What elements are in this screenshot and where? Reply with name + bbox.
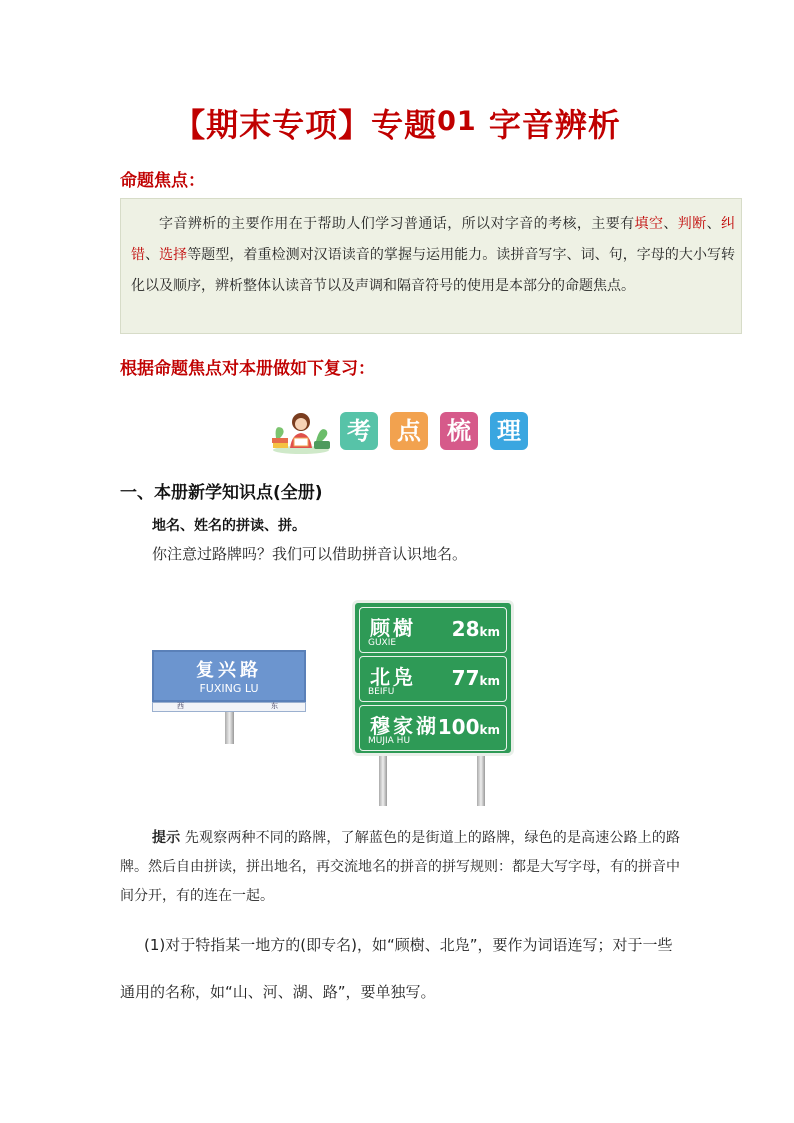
review-heading: 根据命题焦点对本册做如下复习： [120, 359, 375, 379]
blue-street-sign [152, 650, 306, 702]
badge-kao: 考 [340, 412, 378, 450]
kaodian-banner [270, 408, 530, 454]
direction-west: 西 [177, 702, 184, 710]
green-sign-pole-left [379, 756, 387, 806]
blue-sign-pinyin: FUXING LU [199, 682, 259, 695]
sub-heading: 地名、姓名的拼读、拼。 [152, 518, 306, 534]
intro-text: 你注意过路牌吗？我们可以借助拼音认识地名。 [152, 545, 468, 563]
focus-heading: 命题焦点： [120, 171, 205, 191]
section-1-heading: 一、本册新学知识点(全册) [120, 483, 323, 503]
green-sign-row: 顾樹 GUXIE 28km [359, 607, 507, 653]
page-title: 【期末专项】专题01 字音辨析 [173, 106, 621, 144]
focus-box: 字音辨析的主要作用在于帮助人们学习普通话，所以对字音的考核，主要有填空、判断、纠错、选择等题型，着重检测对汉语读音的掌握与运用能力。读拼音写字、词、句，字母的大小写转化以及顺序，辨析整体认读音节以及声调和隔音符号的使用是本部分的命题焦点。 [120, 198, 742, 334]
badge-shu: 梳 [440, 412, 478, 450]
blue-sign-pole [225, 712, 234, 744]
blue-sign-direction-strip [152, 702, 306, 712]
blue-sign-name: 复兴路 [196, 660, 262, 681]
badge-li: 理 [490, 412, 528, 450]
direction-east: 东 [271, 702, 278, 710]
green-sign-row: 穆家湖 MUJIA HU 100km [359, 705, 507, 751]
rule-note: (1)对于特指某一地方的(即专名)，如“顾樹、北凫”，要作为词语连写；对于一些通用的名称，如“山、河、湖、路”，要单独写。 [120, 936, 673, 1001]
tip-paragraph: 提示 先观察两种不同的路牌，了解蓝色的是街道上的路牌，绿色的是高速公路上的路牌。然后自由拼读，拼出地名，再交流地名的拼音的拼写规则：都是大写字母，有的拼音中间分开，有的连在一起。 [120, 830, 681, 904]
green-highway-sign [352, 600, 514, 756]
badge-dian: 点 [390, 412, 428, 450]
green-sign-pole-right [477, 756, 485, 806]
tip-label: 提示 [152, 830, 181, 846]
green-sign-row: 北凫 BEIFU 77km [359, 656, 507, 702]
reading-girl-illustration [270, 408, 332, 454]
